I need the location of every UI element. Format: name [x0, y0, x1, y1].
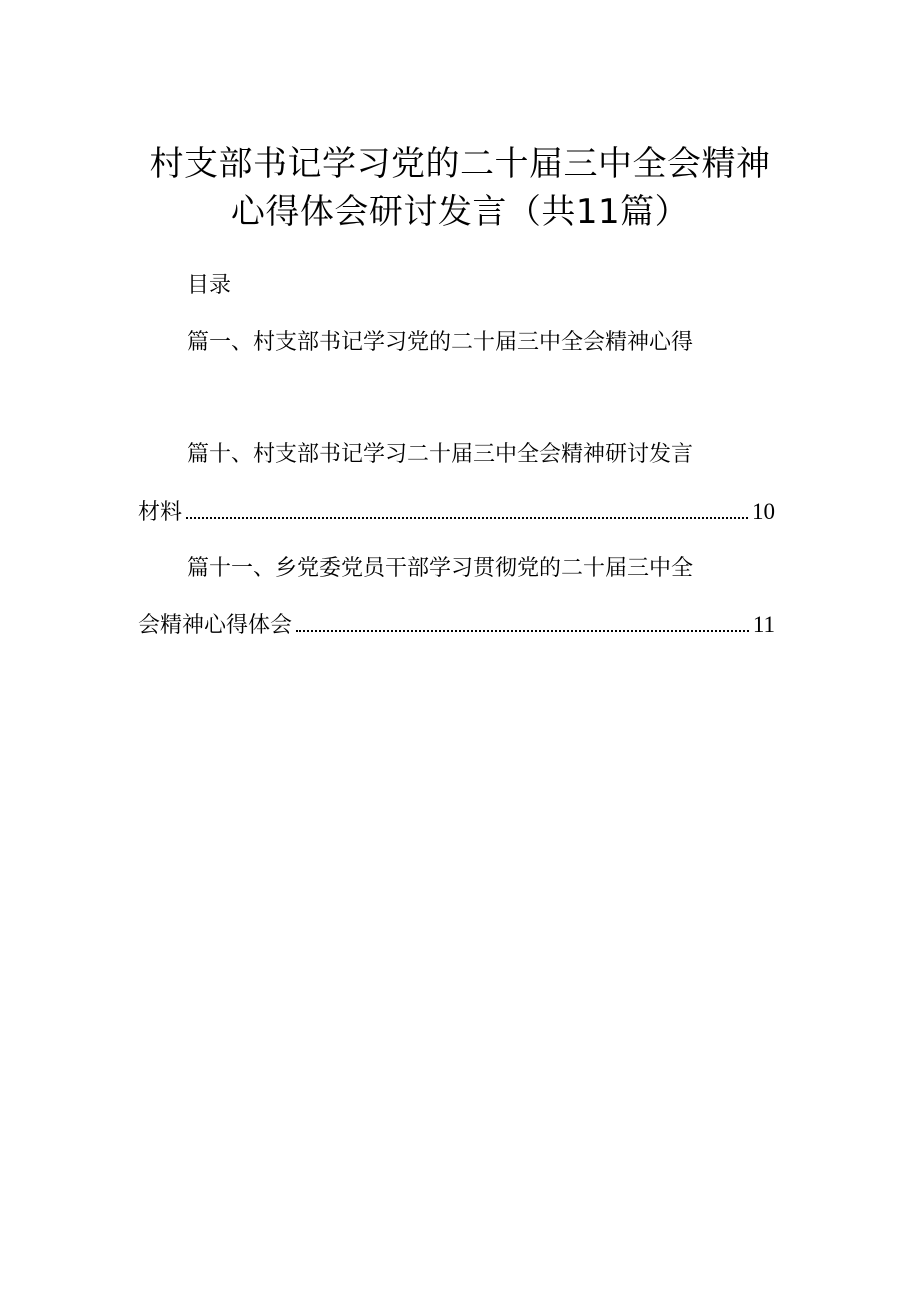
dot-leader — [186, 516, 748, 519]
toc-entry-11-text: 会精神心得体会 — [138, 613, 293, 638]
toc-heading: 目录 — [187, 273, 232, 298]
toc-entry-11-line2[interactable] — [138, 608, 775, 639]
toc-entry-11-line1[interactable]: 篇十一、乡党委党员干部学习贯彻党的二十届三中全 — [187, 556, 694, 581]
toc-entry-11-page-number: 11 — [752, 612, 775, 637]
document-title-line1: 村支部书记学习党的二十届三中全会精神 — [149, 144, 771, 184]
toc-entry-10-page-number: 10 — [752, 499, 775, 524]
dot-leader — [296, 629, 749, 632]
document-title-line2: 心得体会研讨发言（共11篇） — [230, 192, 690, 232]
toc-entry-1[interactable]: 篇一、村支部书记学习党的二十届三中全会精神心得 — [187, 330, 694, 355]
toc-entry-10-line2[interactable] — [138, 495, 775, 526]
toc-entry-10-text: 材料 — [138, 500, 183, 525]
toc-entry-10-line1[interactable]: 篇十、村支部书记学习二十届三中全会精神研讨发言 — [187, 442, 694, 467]
